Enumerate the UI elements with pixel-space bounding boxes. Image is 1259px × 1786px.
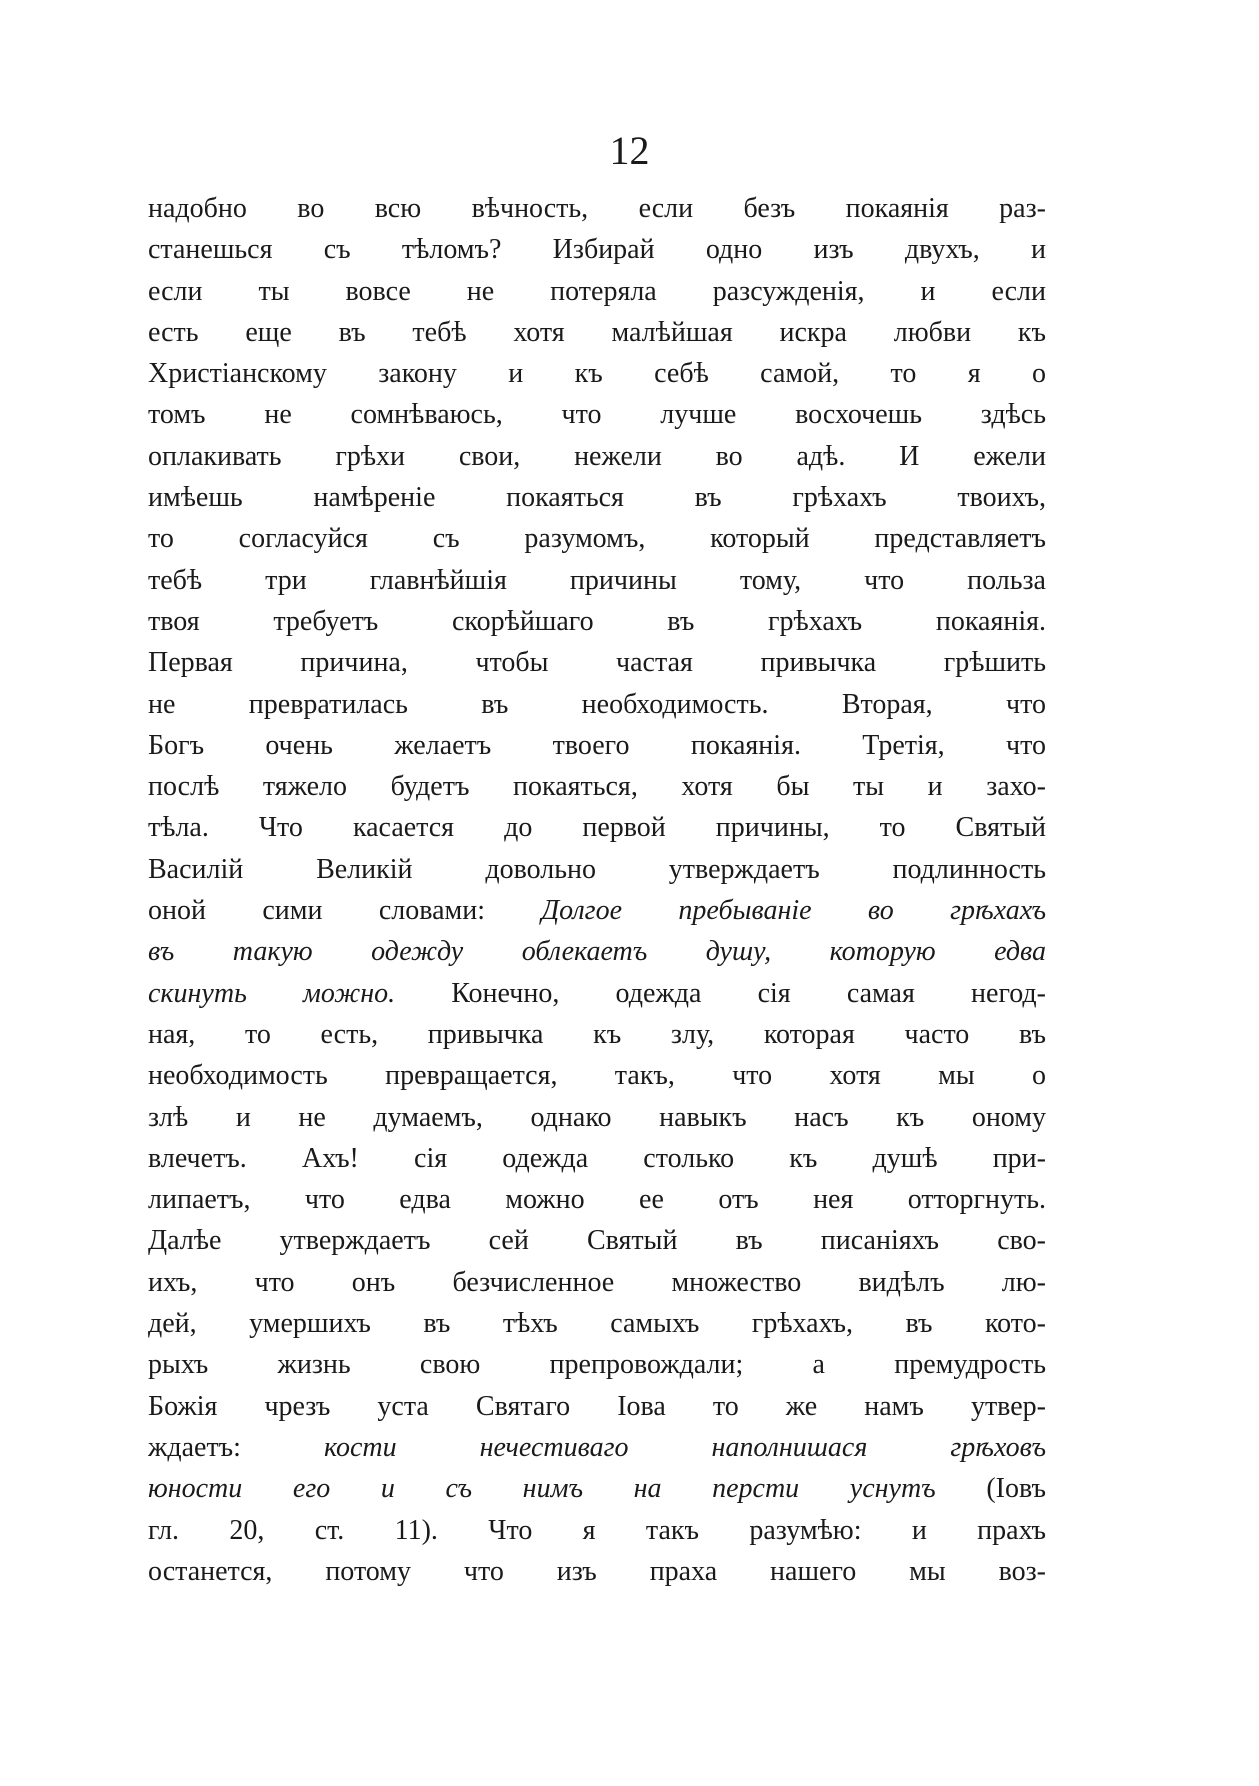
text-run: имѣешь намѣреніе покаяться въ грѣхахъ твоихъ,: [148, 482, 1046, 514]
text-run: твоя требуетъ скорѣйшаго въ грѣхахъ покаянія.: [148, 605, 1046, 637]
text-line: [148, 1097, 1046, 1138]
text-run: если ты вовсе не потеряла разсужденія, и если: [148, 275, 1046, 307]
italic-text-run: Долгое пребываніе во грѣхахъ: [541, 895, 1046, 927]
text-line: [148, 1055, 1046, 1096]
text-run: надобно во всю вѣчность, если безъ покаянія раз-: [148, 193, 1046, 224]
text-run: томъ не сомнѣваюсь, что лучше восхочешь здѣсь: [148, 399, 1046, 431]
text-line: [148, 188, 1046, 229]
text-line: [148, 436, 1046, 477]
text-line: [148, 1510, 1046, 1551]
text-run: рыхъ жизнь свою препровождали; а премудрость: [148, 1349, 1046, 1381]
text-run: гл. 20, ст. 11). Что я такъ разумѣю: и прахъ: [148, 1514, 1046, 1546]
text-run: дей, умершихъ въ тѣхъ самыхъ грѣхахъ, въ кото-: [148, 1308, 1046, 1340]
text-run: останется, потому что изъ праха нашего мы воз-: [148, 1555, 1046, 1587]
text-line: [148, 312, 1046, 353]
text-run: Далѣе утверждаетъ сей Святый въ писаніяхъ сво-: [148, 1225, 1046, 1257]
text-line: [148, 1468, 1046, 1509]
text-run: липаетъ, что едва можно ее отъ нея отторгнуть.: [148, 1184, 1046, 1216]
text-run: то согласуйся съ разумомъ, который представляетъ: [148, 523, 1046, 555]
text-run: тебѣ три главнѣйшія причины тому, что польза: [148, 564, 1046, 596]
text-run: необходимость превращается, такъ, что хотя мы о: [148, 1060, 1046, 1092]
text-run: влечетъ. Ахъ! сія одежда столько къ душѣ при-: [148, 1142, 1046, 1174]
text-line: [148, 601, 1046, 642]
text-run: Божія чрезъ уста Святаго Іова то же намъ утвер-: [148, 1390, 1046, 1422]
text-run: Конечно, одежда сія самая негод-: [395, 977, 1046, 1009]
text-line: [148, 353, 1046, 394]
text-run: послѣ тяжело будетъ покаяться, хотя бы ты и захо-: [148, 771, 1046, 803]
text-run: оной сими словами:: [148, 895, 542, 927]
body-text: [148, 188, 1046, 1592]
text-line: [148, 394, 1046, 435]
text-line: [148, 807, 1046, 848]
text-run: ждаетъ:: [148, 1431, 324, 1463]
text-line: [148, 766, 1046, 807]
text-line: [148, 1551, 1046, 1592]
text-line: [148, 477, 1046, 518]
text-run: есть еще въ тебѣ хотя малѣйшая искра любви къ: [148, 316, 1046, 348]
text-line: [148, 271, 1046, 312]
text-run: не превратилась въ необходимость. Вторая, что: [148, 688, 1046, 720]
text-line: [148, 560, 1046, 601]
text-run: злѣ и не думаемъ, однако навыкъ насъ къ оному: [148, 1101, 1046, 1133]
text-run: Богъ очень желаетъ твоего покаянія. Третія, что: [148, 729, 1046, 761]
text-line: [148, 1138, 1046, 1179]
text-run: ихъ, что онъ безчисленное множество видѣлъ лю-: [148, 1266, 1046, 1298]
text-line: [148, 1179, 1046, 1220]
italic-text-run: въ такую одежду облекаетъ душу, которую едва: [148, 936, 1046, 968]
text-line: [148, 849, 1046, 890]
text-run: Василій Великій довольно утверждаетъ подлинность: [148, 853, 1046, 885]
text-run: (Іовъ: [935, 1473, 1046, 1505]
text-line: [148, 931, 1046, 972]
text-line: [148, 1427, 1046, 1468]
text-run: станешься съ тѣломъ? Избирай одно изъ двухъ, и: [148, 234, 1046, 266]
text-line: [148, 229, 1046, 270]
text-line: [148, 725, 1046, 766]
italic-text-run: юности его и съ нимъ на персти уснутъ: [148, 1473, 936, 1505]
text-line: [148, 518, 1046, 559]
text-line: [148, 973, 1046, 1014]
text-run: тѣла. Что касается до первой причины, то Святый: [148, 812, 1046, 844]
text-line: [148, 1220, 1046, 1261]
text-line: [148, 1344, 1046, 1385]
text-run: Первая причина, чтобы частая привычка грѣшить: [148, 647, 1046, 679]
text-line: [148, 890, 1046, 931]
text-line: [148, 1262, 1046, 1303]
text-line: [148, 1303, 1046, 1344]
page-number: 12: [609, 128, 650, 173]
italic-text-run: скинуть можно.: [148, 977, 396, 1009]
text-run: оплакивать грѣхи свои, нежели во адѣ. И ежели: [148, 440, 1046, 472]
text-line: [148, 1014, 1046, 1055]
text-line: [148, 684, 1046, 725]
text-line: [148, 642, 1046, 683]
text-run: ная, то есть, привычка къ злу, которая часто въ: [148, 1018, 1046, 1050]
text-line: [148, 1386, 1046, 1427]
text-run: Христіанскому закону и къ себѣ самой, то я о: [148, 358, 1046, 390]
italic-text-run: кости нечестиваго наполнишася грѣховъ: [323, 1431, 1046, 1463]
